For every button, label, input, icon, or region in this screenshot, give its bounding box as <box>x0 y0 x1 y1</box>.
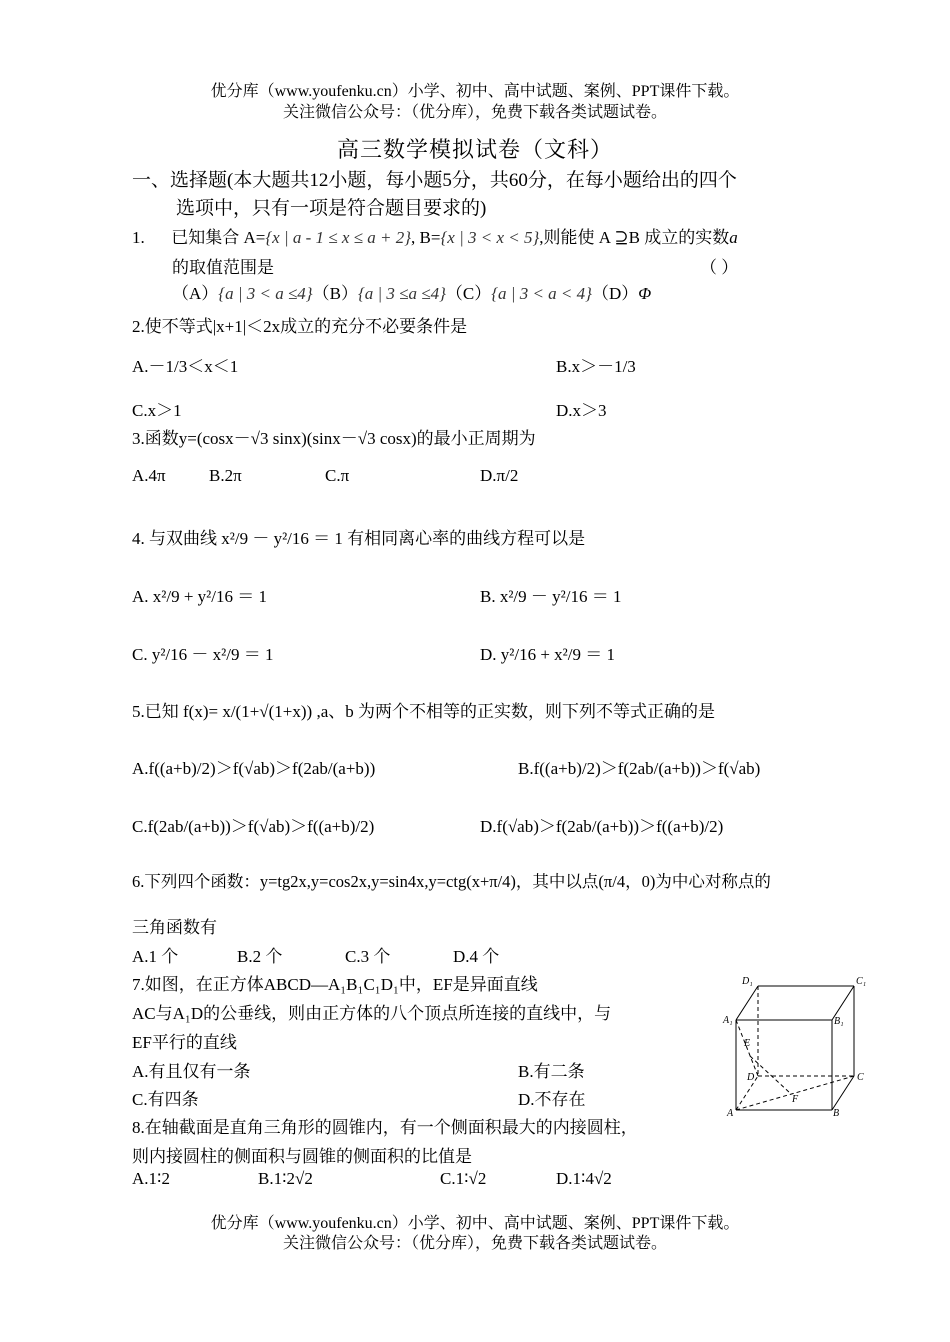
q1-answer-paren: （ ） <box>700 258 739 277</box>
label-c: C <box>857 1072 864 1083</box>
q1-opt-b-label: （B） <box>312 284 358 303</box>
label-b: B <box>833 1108 840 1119</box>
q1-opt-d: Φ <box>638 284 652 303</box>
label-c1: C₁ <box>856 976 867 987</box>
q1-number: 1. <box>132 228 145 247</box>
q8-line-2: 则内接圆柱的侧面积与圆锥的侧面积的比值是 <box>132 1147 472 1166</box>
q4-stem: 4. 与双曲线 x²/9 － y²/16 ＝ 1 有相同离心率的曲线方程可以是 <box>132 529 586 548</box>
q2-opt-b: B.x＞－1/3 <box>556 357 636 376</box>
q4-opt-b: B. x²/9 － y²/16 ＝ 1 <box>480 587 622 606</box>
q1-var: a <box>729 228 738 247</box>
q1-opt-c: {a | 3 < a < 4} <box>491 284 592 303</box>
q3-opt-a: A.4π <box>132 466 166 485</box>
q2-opt-c: C.x＞1 <box>132 401 182 420</box>
q1-text-b: , B= <box>411 228 441 247</box>
q1-text-c: ,则能使 A ⊇B 成立的实数 <box>539 228 730 247</box>
header-line-1: 优分库（www.youfenku.cn）小学、初中、高中试题、案例、PPT课件下载。 <box>210 83 740 100</box>
q1-set-a: {x | a - 1 ≤ x ≤ a + 2} <box>265 228 412 247</box>
header-line-2: 关注微信公众号：（优分库），免费下载各类试题试卷。 <box>282 104 667 121</box>
q1-opt-a: {a | 3 < a ≤4} <box>218 284 313 303</box>
q6-opt-b: B.2 个 <box>237 947 283 966</box>
q4-opt-a: A. x²/9 + y²/16 ＝ 1 <box>132 587 268 606</box>
label-a: A <box>727 1108 734 1119</box>
q6-stem: 6.下列四个函数：y=tg2x,y=cos2x,y=sin4x,y=ctg(x+π/4)，其中以点(π/4，0)为中心对称点的 <box>132 872 771 891</box>
label-b1: B₁ <box>834 1016 844 1027</box>
q3-opt-d: D.π/2 <box>480 466 519 485</box>
q4-opt-d: D. y²/16 + x²/9 ＝ 1 <box>480 645 616 664</box>
label-f: F <box>792 1094 799 1105</box>
label-a1: A₁ <box>723 1015 733 1026</box>
page-title: 高三数学模拟试卷（文科） <box>336 137 613 162</box>
footer-line-2: 关注微信公众号：（优分库），免费下载各类试题试卷。 <box>282 1235 667 1252</box>
footer-line-1: 优分库（www.youfenku.cn）小学、初中、高中试题、案例、PPT课件下载。 <box>210 1215 740 1232</box>
q8-opt-c: C.1∶√2 <box>440 1169 487 1188</box>
q7-opt-a: A.有且仅有一条 <box>132 1062 251 1081</box>
q1-options <box>172 279 651 304</box>
q6-opt-c: C.3 个 <box>345 947 391 966</box>
q3-opt-b: B.2π <box>209 466 242 485</box>
edge-a1-d1 <box>736 986 758 1020</box>
q5-opt-b: B.f((a+b)/2)＞f(2ab/(a+b))＞f(√ab) <box>518 759 761 778</box>
q3-opt-c: C.π <box>325 466 350 485</box>
q2-opt-d: D.x＞3 <box>556 401 607 420</box>
q6-line-2: 三角函数有 <box>132 918 217 937</box>
q8-opt-d: D.1∶4√2 <box>556 1169 612 1188</box>
q6-opt-a: A.1 个 <box>132 947 179 966</box>
edge-b1-c1 <box>832 986 854 1020</box>
segment-ef <box>750 1056 790 1093</box>
section-heading-line-1: 一、选择题(本大题共12小题，每小题5分，共60分，在每小题给出的四个 <box>132 170 737 191</box>
q8-opt-a: A.1∶2 <box>132 1169 170 1188</box>
q7-line-2: AC与A₁D的公垂线，则由正方体的八个顶点所连接的直线中，与 <box>132 1004 612 1023</box>
q8-line-1: 8.在轴截面是直角三角形的圆锥内，有一个侧面积最大的内接圆柱， <box>132 1118 638 1137</box>
q5-stem: 5.已知 f(x)= x/(1+√(1+x)) ,a、b 为两个不相等的正实数，则下列不等式正确的是 <box>132 702 715 721</box>
q3-stem: 3.函数y=(cosx－√3 sinx)(sinx－√3 cosx)的最小正周期为 <box>132 429 536 448</box>
q1-opt-a-label: （A） <box>172 284 219 303</box>
q7-opt-c: C.有四条 <box>132 1090 199 1109</box>
q1-stem <box>132 223 738 248</box>
label-d: D <box>747 1072 755 1083</box>
section-heading-line-2: 选项中，只有一项是符合题目要求的) <box>176 198 487 219</box>
q7-opt-b: B.有二条 <box>518 1062 585 1081</box>
q4-opt-c: C. y²/16 － x²/9 ＝ 1 <box>132 645 274 664</box>
q1-opt-c-label: （C） <box>445 284 492 303</box>
cube-figure <box>722 974 872 1120</box>
label-e: E <box>744 1038 751 1049</box>
q1-text-a: 已知集合 A= <box>171 228 266 247</box>
q1-line-2: 的取值范围是 <box>172 258 274 277</box>
edge-b-c <box>832 1076 854 1110</box>
q5-opt-d: D.f(√ab)＞f(2ab/(a+b))＞f((a+b)/2) <box>480 817 724 836</box>
q8-opt-b: B.1∶2√2 <box>258 1169 313 1188</box>
q1-opt-b: {a | 3 ≤a ≤4} <box>357 284 446 303</box>
q2-stem: 2.使不等式|x+1|＜2x成立的充分不必要条件是 <box>132 317 468 336</box>
q1-opt-d-label: （D） <box>591 284 639 303</box>
label-d1: D₁ <box>742 976 753 987</box>
q2-opt-a: A.－1/3＜x＜1 <box>132 357 239 376</box>
q7-line-1: 7.如图，在正方体ABCD—A₁B₁C₁D₁中，EF是异面直线 <box>132 975 538 994</box>
q5-opt-a: A.f((a+b)/2)＞f(√ab)＞f(2ab/(a+b)) <box>132 759 376 778</box>
q5-opt-c: C.f(2ab/(a+b))＞f(√ab)＞f((a+b)/2) <box>132 817 375 836</box>
q7-opt-d: D.不存在 <box>518 1090 586 1109</box>
q6-opt-d: D.4 个 <box>453 947 500 966</box>
q1-set-b: {x | 3 < x < 5} <box>440 228 540 247</box>
q7-line-3: EF平行的直线 <box>132 1033 237 1052</box>
